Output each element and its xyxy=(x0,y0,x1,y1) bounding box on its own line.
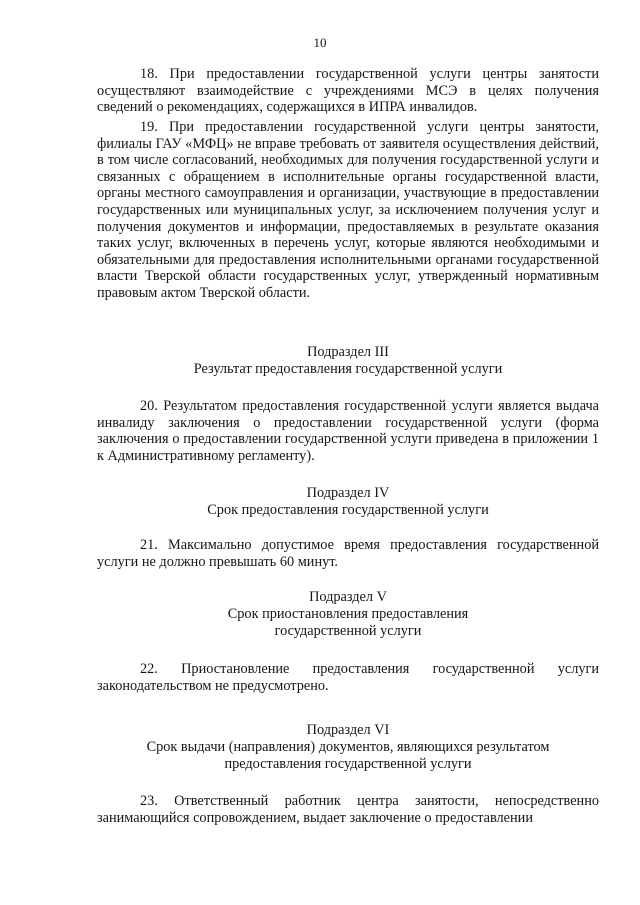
paragraph-18-block xyxy=(97,66,599,116)
paragraph-23-block xyxy=(97,793,599,826)
subsection-4-heading xyxy=(97,485,599,519)
subsection-6-heading xyxy=(97,722,599,773)
subsection-5-heading xyxy=(97,589,599,640)
subsection-4-title: Срок предоставления государственной услуги xyxy=(207,502,489,518)
subsection-3-label: Подраздел III xyxy=(307,344,389,360)
subsection-6-label: Подраздел VI xyxy=(306,722,390,738)
subsection-6-title-line-1: Срок выдачи (направления) документов, являющихся результатом xyxy=(146,739,550,755)
subsection-3-heading xyxy=(97,344,599,378)
paragraph-21-block xyxy=(97,537,599,570)
paragraph-22: 22. Приостановление предоставления государственной услуги законодательством не предусмотрено. xyxy=(97,661,599,694)
paragraph-18: 18. При предоставлении государственной услуги центры занятости осуществляют взаимодействие с учреждениями МСЭ в целях получения сведений о рекомендациях, содержащихся в ИПРА инвалидов. xyxy=(97,66,599,116)
paragraph-19-block xyxy=(97,119,599,302)
paragraph-20-block xyxy=(97,398,599,464)
paragraph-21: 21. Максимально допустимое время предоставления государственной услуги не должно превышать 60 минут. xyxy=(97,537,599,570)
subsection-5-title-line-2: государственной услуги xyxy=(274,623,422,639)
page-number: 10 xyxy=(313,35,327,50)
subsection-3-title: Результат предоставления государственной услуги xyxy=(193,361,503,377)
subsection-6-title-line-2: предоставления государственной услуги xyxy=(224,756,472,772)
subsection-5-title-line-1: Срок приостановления предоставления xyxy=(227,606,469,622)
subsection-5-label: Подраздел V xyxy=(309,589,387,605)
paragraph-20: 20. Результатом предоставления государственной услуги является выдача инвалиду заключения о предоставлении государственной услуги (форма заключения о предоставлении государственной услуги приведена в приложении 1 к Административному регламенту). xyxy=(97,398,599,464)
subsection-4-label: Подраздел IV xyxy=(306,485,390,501)
paragraph-23: 23. Ответственный работник центра занятости, непосредственно занимающийся сопровождением, выдает заключение о предоставлении xyxy=(97,793,599,826)
paragraph-22-block xyxy=(97,661,599,694)
paragraph-19: 19. При предоставлении государственной услуги центры занятости, филиалы ГАУ «МФЦ» не вправе требовать от заявителя осуществления действий, в том числе согласований, необходимых для получения государственной услуги и связанных с обращением в исполнительные органы государственной власти, органы местного самоуправления и организации, участвующие в предоставлении государственных или муниципальных услуг, за исключением получения услуг и получения документов и информации, предоставляемых в результате оказания таких услуг, включенных в перечень услуг, которые являются необходимыми и обязательными для предоставления исполнительными органами государственной власти Тверской области государственных услуг, утвержденный нормативным правовым актом Тверской области. xyxy=(97,119,599,301)
